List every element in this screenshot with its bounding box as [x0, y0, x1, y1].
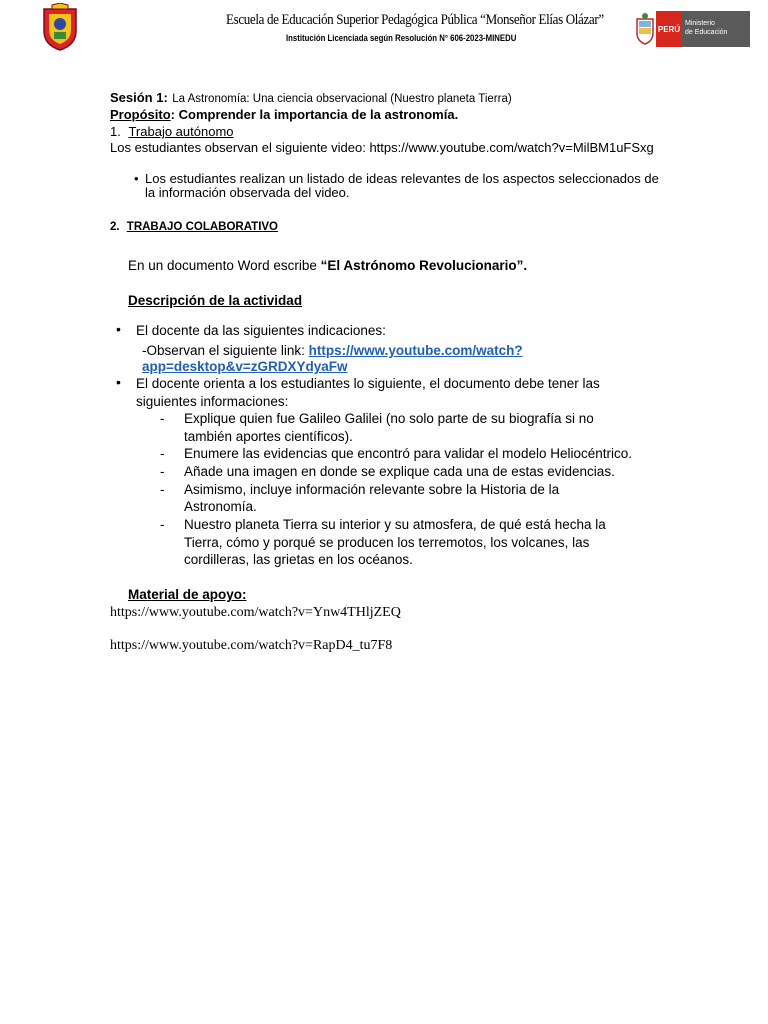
support-link-2[interactable]: https://www.youtube.com/watch?v=RapD4_tu7F8 — [110, 638, 393, 653]
bullet-2-dot: • — [116, 374, 121, 390]
section-1-bullet-line-2: la información observada del video. — [145, 185, 350, 200]
dash-3: - — [160, 464, 165, 479]
dash-2: - — [160, 446, 165, 461]
section-2-intro — [128, 258, 527, 273]
peru-shield-icon — [634, 11, 656, 47]
ministry-line-2: de Educación — [685, 29, 728, 36]
section-2-intro-prefix: En un documento Word escribe — [128, 258, 321, 273]
dash-1: - — [160, 411, 165, 426]
licence-line: Institución Licenciada según Resolución N° 606-2023-MINEDU — [286, 33, 517, 44]
support-link-1[interactable]: https://www.youtube.com/watch?v=Ynw4THljZEQ — [110, 605, 401, 620]
dash-5: - — [160, 517, 165, 532]
dash-item-4-line-2: Astronomía. — [184, 499, 257, 514]
section-1-video-line: Los estudiantes observan el siguiente video: https://www.youtube.com/watch?v=MilBM1uFSxg — [110, 140, 654, 155]
dash-item-4-line-1: Asimismo, incluye información relevante sobre la Historia de la — [184, 482, 560, 497]
peru-label: PERÚ — [656, 11, 682, 47]
ministry-line-1: Ministerio — [685, 20, 715, 27]
session-title: La Astronomía: Una ciencia observacional (Nuestro planeta Tierra) — [172, 93, 512, 105]
school-crest-logo — [40, 3, 80, 51]
dash-4: - — [160, 482, 165, 497]
dash-item-2: Enumere las evidencias que encontró para validar el modelo Heliocéntrico. — [184, 446, 632, 461]
purpose-line — [110, 107, 458, 122]
youtube-link-part-2[interactable]: app=desktop&v=zGRDXYdyaFw — [142, 359, 348, 374]
dash-item-1-line-2: también aportes científicos). — [184, 429, 353, 444]
bullet-1-dot: • — [116, 321, 121, 337]
section-2-intro-title: “El Astrónomo Revolucionario”. — [320, 258, 528, 273]
purpose-text: : Comprender la importancia de la astronomía. — [170, 107, 459, 122]
ministry-text — [682, 11, 750, 47]
section-1-title: Trabajo autónomo — [128, 124, 234, 139]
bullet-2-line-2: siguientes informaciones: — [136, 394, 289, 409]
section-2-heading — [110, 221, 278, 233]
section-1-bullet-dot: • — [134, 171, 139, 186]
session-heading — [110, 89, 512, 107]
purpose-label: Propósito — [110, 107, 171, 122]
section-2-number: 2. — [110, 221, 120, 233]
support-heading: Material de apoyo: — [128, 587, 247, 602]
dash-item-1-line-1: Explique quien fue Galileo Galilei (no solo parte de su biografía si no — [184, 411, 594, 426]
section-1-heading — [110, 124, 234, 139]
youtube-link-part-1[interactable]: https://www.youtube.com/watch? — [308, 343, 523, 358]
bullet-1-text: El docente da las siguientes indicaciones: — [136, 323, 386, 338]
dash-item-5-line-2: Tierra, cómo y porqué se producen los terremotos, los volcanes, las — [184, 535, 590, 550]
link-prefix: -Observan el siguiente link: — [142, 343, 309, 358]
dash-item-5-line-3: cordilleras, las grietas en los océanos. — [184, 552, 413, 567]
section-1-bullet-line-1: Los estudiantes realizan un listado de ideas relevantes de los aspectos seleccionados de — [145, 171, 659, 186]
ministry-logo — [634, 11, 750, 47]
link-line-2 — [142, 359, 348, 374]
link-line-1 — [142, 343, 523, 358]
section-2-title: TRABAJO COLABORATIVO — [126, 221, 278, 233]
session-label: Sesión 1: — [110, 90, 168, 105]
bullet-2-line-1: El docente orienta a los estudiantes lo siguiente, el documento debe tener las — [136, 376, 600, 391]
dash-item-5-line-1: Nuestro planeta Tierra su interior y su atmosfera, de qué está hecha la — [184, 517, 606, 532]
description-heading: Descripción de la actividad — [128, 293, 303, 308]
section-1-number: 1. — [110, 124, 121, 139]
school-name: Escuela de Educación Superior Pedagógica Pública “Monseñor Elías Olázar” — [226, 12, 604, 28]
dash-item-3: Añade una imagen en donde se explique cada una de estas evidencias. — [184, 464, 615, 479]
